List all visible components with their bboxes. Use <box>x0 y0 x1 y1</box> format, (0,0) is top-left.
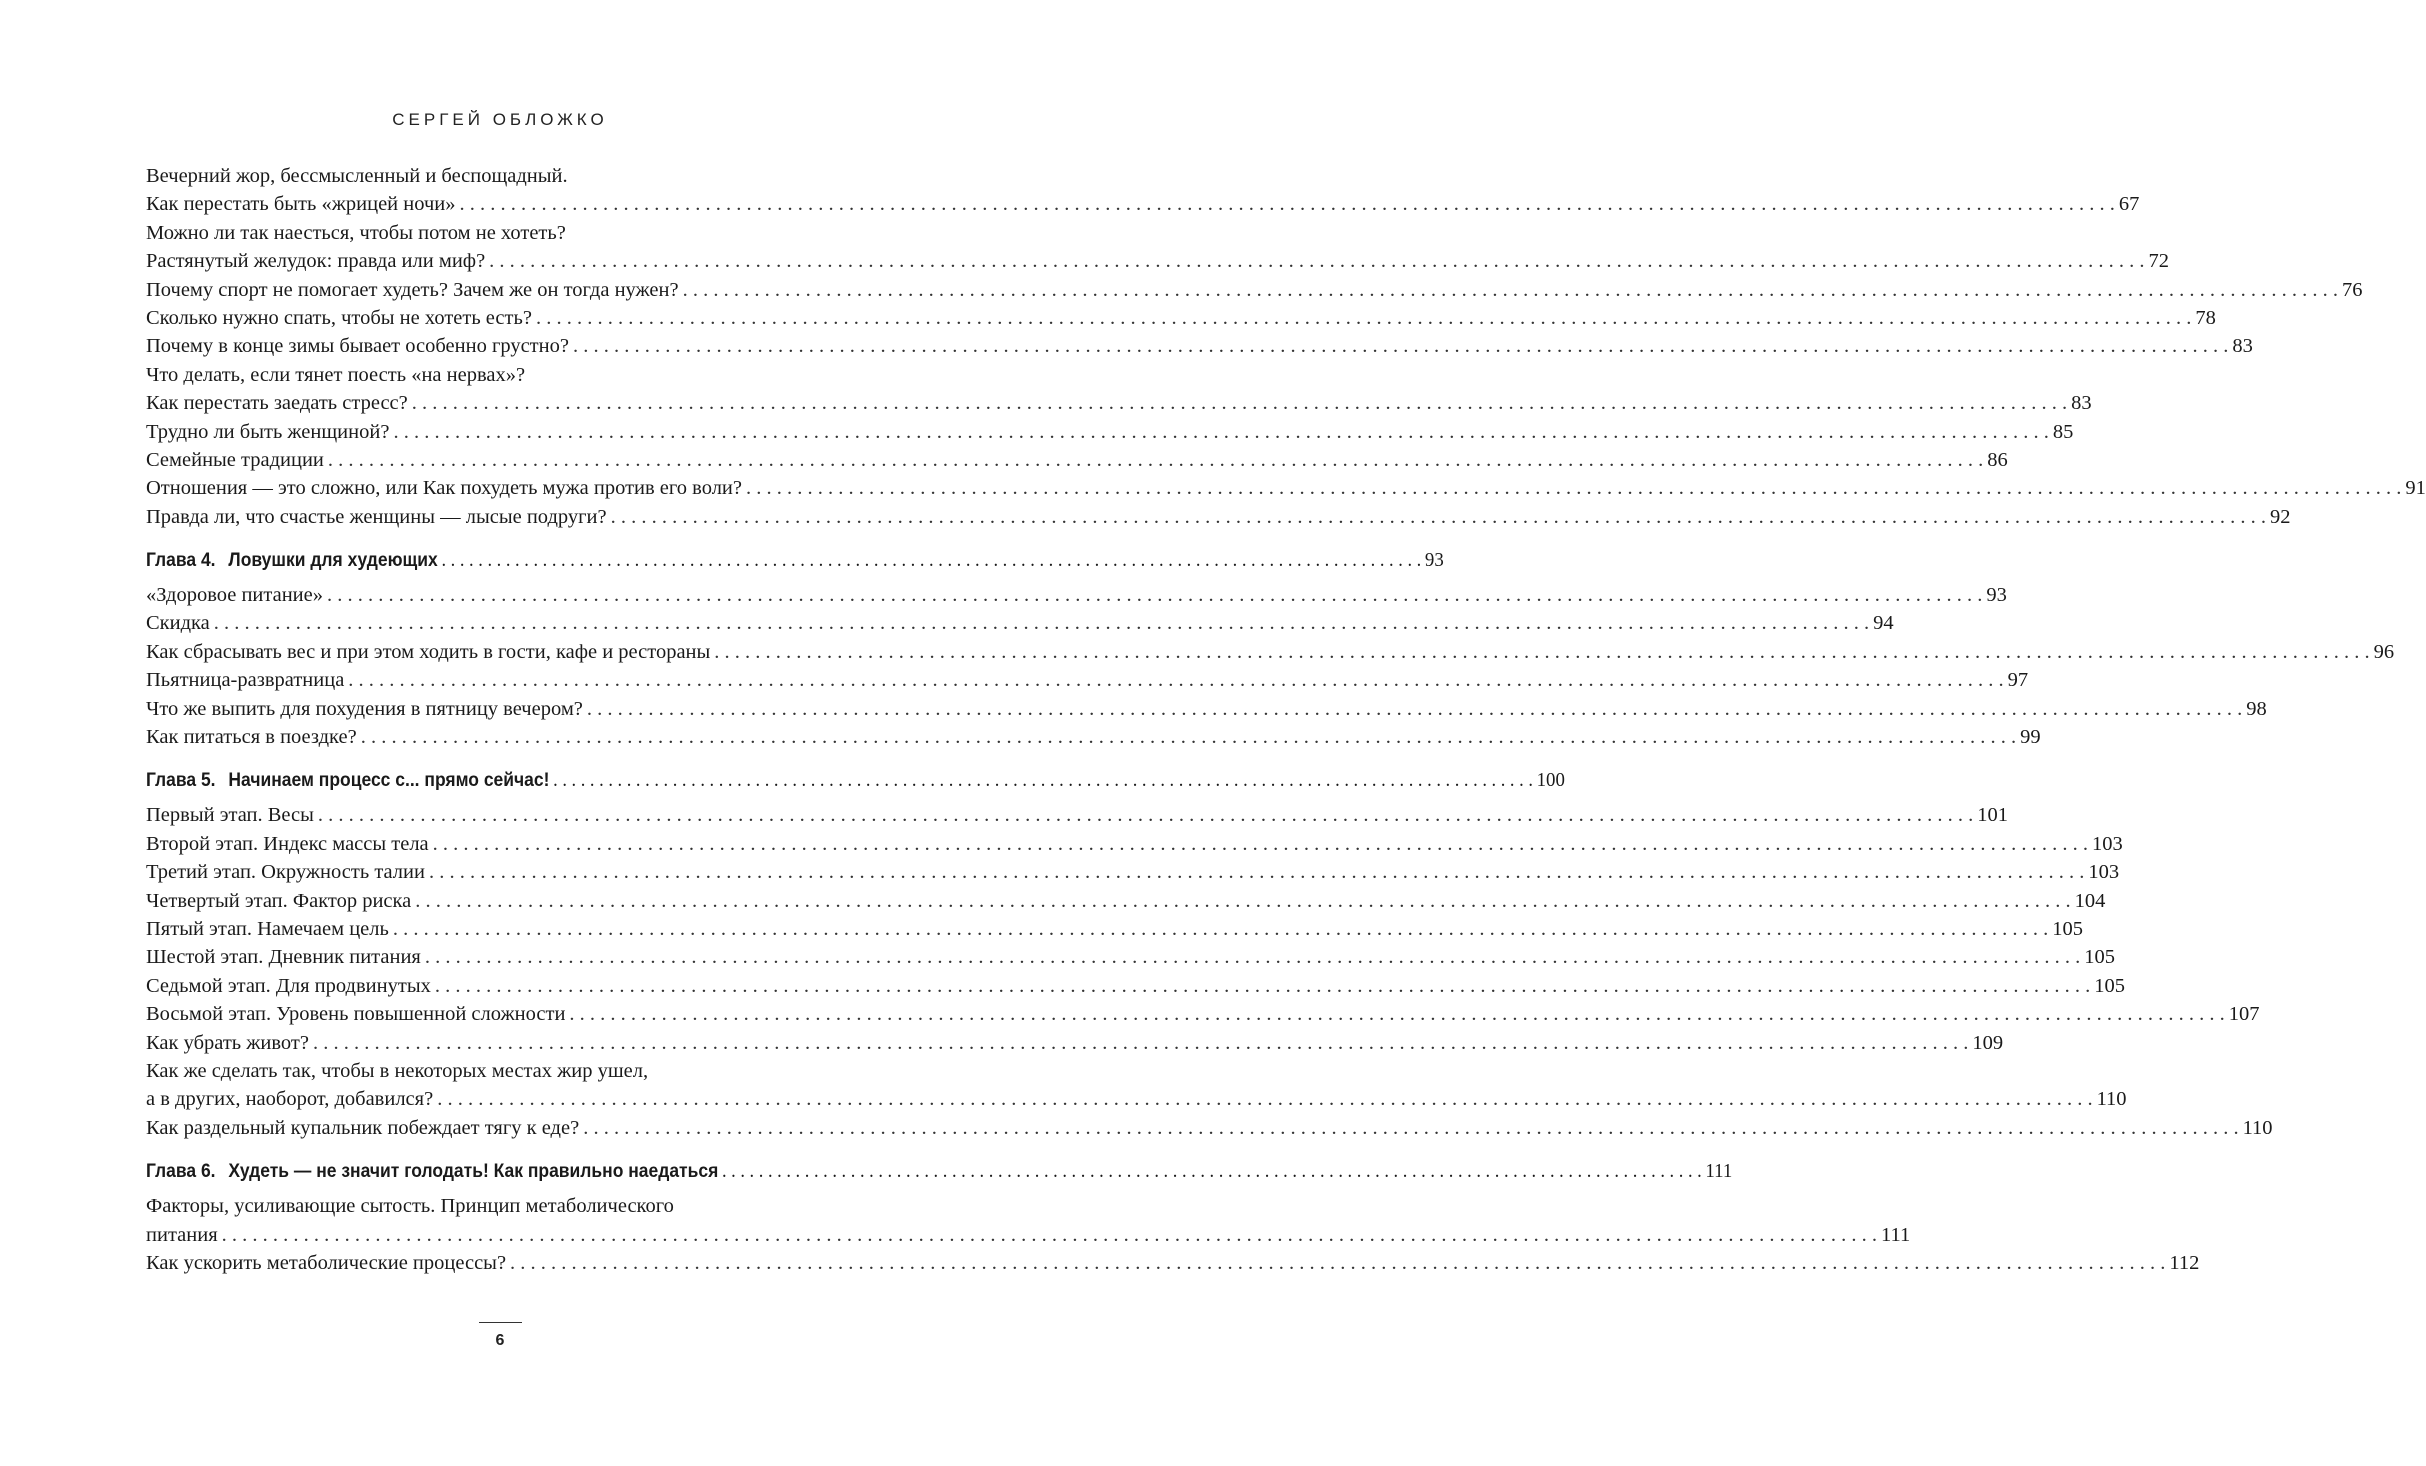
page-number: 6 <box>495 1332 505 1349</box>
table-of-contents <box>146 162 2426 1277</box>
dot-leader <box>441 545 1421 575</box>
dot-leader <box>569 1000 2224 1028</box>
toc-entry[interactable] <box>146 915 2083 943</box>
toc-entry-page: 72 <box>2148 250 2170 273</box>
folio-rule <box>479 1322 522 1323</box>
dot-leader <box>587 695 2242 723</box>
toc-entry[interactable] <box>146 446 2008 474</box>
dot-leader <box>415 887 2070 915</box>
toc-block-2 <box>146 581 2395 751</box>
dot-leader <box>222 1221 1877 1249</box>
toc-entry-page: 110 <box>2242 1116 2273 1139</box>
toc-entry-title: Первый этап. Весы <box>146 804 314 827</box>
toc-entry-title: Второй этап. Индекс массы тела <box>146 832 429 855</box>
dot-leader <box>459 190 2114 218</box>
toc-entry-page: 105 <box>2094 974 2125 997</box>
toc-entry[interactable] <box>146 1249 2200 1277</box>
toc-entry[interactable] <box>146 581 2007 609</box>
toc-entry-page: 97 <box>2007 669 2029 692</box>
toc-entry-page: 86 <box>1987 448 2008 471</box>
toc-entry-title: Как питаться в поездке? <box>146 726 357 749</box>
toc-entry-title: Сколько нужно спать, чтобы не хотеть есть? <box>146 306 532 329</box>
toc-entry-title: Как перестать заедать стресс? <box>146 392 408 415</box>
toc-block-3 <box>146 801 2273 1142</box>
dot-leader <box>412 389 2067 417</box>
chapter-title: Худеть — не значит голодать! Как правильно наедаться <box>228 1161 719 1183</box>
dot-leader <box>348 666 2003 694</box>
toc-entry-title: Как перестать быть «жрицей ночи» <box>146 193 456 216</box>
toc-entry-title: питания <box>146 1223 218 1246</box>
toc-entry-title: «Здоровое питание» <box>146 584 323 607</box>
chapter-5-heading[interactable] <box>146 765 1565 795</box>
toc-entry-title: Почему спорт не помогает худеть? Зачем же он тогда нужен? <box>146 278 679 301</box>
toc-block-4 <box>146 1192 2200 1277</box>
dot-leader <box>435 972 2090 1000</box>
dot-leader <box>489 247 2144 275</box>
toc-entry[interactable] <box>146 1192 903 1220</box>
dot-leader <box>573 332 2228 360</box>
chapter-page: 93 <box>1424 549 1444 572</box>
toc-entry[interactable] <box>146 1029 2004 1057</box>
dot-leader <box>313 1029 1968 1057</box>
toc-entry-title: Третий этап. Окружность талии <box>146 861 425 884</box>
dot-leader <box>722 1156 1702 1186</box>
toc-entry-title: Как ускорить метаболические процессы? <box>146 1251 507 1274</box>
toc-entry[interactable] <box>146 695 2267 723</box>
toc-entry-page: 98 <box>2246 697 2267 720</box>
toc-entry-page: 85 <box>2052 420 2074 443</box>
toc-entry-page: 111 <box>1881 1223 1911 1246</box>
dot-leader <box>433 830 2088 858</box>
dot-leader <box>611 503 2266 531</box>
toc-entry-title: Почему в конце зимы бывает особенно грустно? <box>146 335 569 358</box>
toc-entry-page: 83 <box>2071 392 2092 415</box>
toc-entry[interactable] <box>146 247 2170 275</box>
toc-entry[interactable] <box>146 276 2363 304</box>
toc-entry-title: Можно ли так наесться, чтобы потом не хотеть? <box>146 221 566 244</box>
toc-entry[interactable] <box>146 304 2216 332</box>
toc-entry-page: 96 <box>2373 640 2395 663</box>
dot-leader <box>393 418 2048 446</box>
toc-entry-title: а в других, наоборот, добавился? <box>146 1088 434 1111</box>
toc-entry[interactable] <box>146 972 2125 1000</box>
toc-entry-page: 101 <box>1977 804 2009 827</box>
toc-entry-title: Вечерний жор, бессмысленный и беспощадный. <box>146 165 568 187</box>
toc-entry-title: Растянутый желудок: правда или миф? <box>146 250 486 273</box>
toc-entry[interactable] <box>146 1221 1911 1249</box>
toc-entry-page: 99 <box>2020 726 2041 749</box>
toc-entry-title: Пятый этап. Намечаем цель <box>146 917 389 940</box>
toc-entry[interactable] <box>146 887 2106 915</box>
toc-entry[interactable] <box>146 1085 2127 1113</box>
toc-block-1 <box>146 162 2426 531</box>
dot-leader <box>361 723 2016 751</box>
toc-entry[interactable] <box>146 1000 2260 1028</box>
dot-leader <box>510 1249 2165 1277</box>
toc-entry[interactable] <box>146 723 2041 751</box>
toc-entry-page: 76 <box>2341 278 2363 301</box>
toc-entry-title: Правда ли, что счастье женщины — лысые подруги? <box>146 505 607 528</box>
toc-entry-page: 67 <box>2118 193 2140 216</box>
toc-entry-title: Пьятница-развратница <box>146 669 345 692</box>
toc-entry-page: 104 <box>2074 889 2106 912</box>
toc-entry-page: 78 <box>2195 306 2216 329</box>
toc-entry[interactable] <box>146 332 2253 360</box>
toc-entry-page: 91 <box>2405 477 2426 500</box>
running-head: СЕРГЕЙ ОБЛОЖКО <box>392 110 608 129</box>
toc-entry-title: Что делать, если тянет поесть «на нервах»? <box>146 363 526 386</box>
toc-entry-page: 110 <box>2096 1088 2127 1111</box>
dot-leader <box>328 446 1983 474</box>
toc-entry[interactable] <box>146 474 2426 502</box>
chapter-number: Глава 5. <box>146 770 216 792</box>
toc-entry-page: 93 <box>1986 584 2007 607</box>
chapter-6-heading[interactable] <box>146 1156 1733 1186</box>
toc-entry-page: 109 <box>1972 1031 2004 1054</box>
chapter-number: Глава 4. <box>146 550 216 572</box>
toc-entry[interactable] <box>146 1114 2273 1142</box>
dot-leader <box>429 858 2084 886</box>
toc-entry[interactable] <box>146 361 903 389</box>
toc-entry-title: Трудно ли быть женщиной? <box>146 420 390 443</box>
toc-entry-title: Скидка <box>146 612 210 635</box>
toc-entry[interactable] <box>146 219 903 247</box>
toc-entry-page: 83 <box>2232 335 2253 358</box>
toc-entry[interactable] <box>146 418 2074 446</box>
toc-entry[interactable] <box>146 609 1894 637</box>
toc-entry[interactable] <box>146 830 2123 858</box>
chapter-page: 100 <box>1536 769 1565 792</box>
toc-entry-page: 94 <box>1873 612 1894 635</box>
dot-leader <box>425 943 2080 971</box>
chapter-number: Глава 6. <box>146 1161 216 1183</box>
toc-entry[interactable] <box>146 162 903 190</box>
toc-entry-title: Отношения — это сложно, или Как похудеть мужа против его воли? <box>146 477 743 500</box>
dot-leader <box>318 801 1973 829</box>
toc-entry-page: 105 <box>2052 917 2083 940</box>
toc-entry-title: Как же сделать так, чтобы в некоторых местах жир ушел, <box>146 1059 649 1082</box>
dot-leader <box>327 581 1982 609</box>
toc-entry[interactable] <box>146 858 2120 886</box>
toc-entry[interactable] <box>146 503 2291 531</box>
dot-leader <box>553 765 1533 795</box>
toc-entry[interactable] <box>146 389 2092 417</box>
toc-entry-page: 105 <box>2084 946 2115 969</box>
toc-entry-page: 92 <box>2269 505 2291 528</box>
dot-leader <box>683 276 2338 304</box>
dot-leader <box>393 915 2048 943</box>
dot-leader <box>437 1085 2092 1113</box>
toc-entry-page: 103 <box>2092 832 2123 855</box>
toc-entry-title: Факторы, усиливающие сытость. Принцип метаболического <box>146 1195 674 1218</box>
toc-entry-title: Восьмой этап. Уровень повышенной сложности <box>146 1003 566 1026</box>
chapter-4-heading[interactable] <box>146 545 1444 575</box>
dot-leader <box>214 609 1869 637</box>
toc-entry[interactable] <box>146 801 2009 829</box>
toc-entry-title: Как сбрасывать вес и при этом ходить в гости, кафе и рестораны <box>146 640 711 663</box>
toc-entry-title: Как убрать живот? <box>146 1031 309 1054</box>
toc-entry-title: Семейные традиции <box>146 448 324 471</box>
toc-entry[interactable] <box>146 190 2140 218</box>
toc-entry[interactable] <box>146 638 2395 666</box>
toc-entry-title: Что же выпить для похудения в пятницу вечером? <box>146 697 583 720</box>
dot-leader <box>746 474 2401 502</box>
toc-entry-page: 112 <box>2169 1251 2200 1274</box>
chapter-title: Начинаем процесс с... прямо сейчас! <box>228 770 550 792</box>
toc-entry-title: Четвертый этап. Фактор риска <box>146 889 412 912</box>
toc-entry-title: Шестой этап. Дневник питания <box>146 946 421 969</box>
toc-entry-title: Седьмой этап. Для продвинутых <box>146 974 431 997</box>
chapter-title: Ловушки для худеющих <box>228 550 438 572</box>
toc-entry-page: 103 <box>2088 861 2120 884</box>
dot-leader <box>714 638 2369 666</box>
dot-leader <box>536 304 2191 332</box>
dot-leader <box>583 1114 2238 1142</box>
chapter-page: 111 <box>1705 1160 1733 1183</box>
toc-entry[interactable] <box>146 666 2029 694</box>
toc-entry[interactable] <box>146 1057 903 1085</box>
toc-entry-title: Как раздельный купальник побеждает тягу к еде? <box>146 1116 580 1139</box>
toc-entry[interactable] <box>146 943 2115 971</box>
toc-entry-page: 107 <box>2228 1003 2260 1026</box>
